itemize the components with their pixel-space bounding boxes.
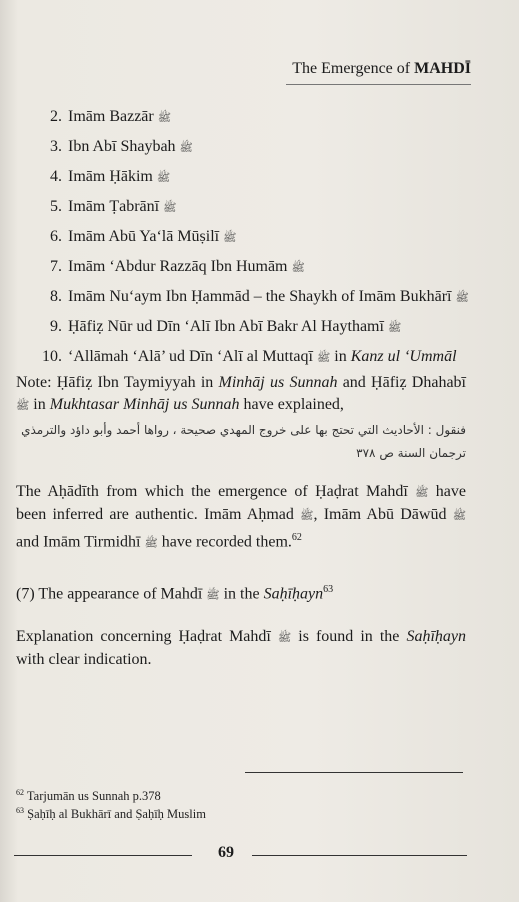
authenticity-paragraph: The Aḥādīth from which the emergence of Ḥaḍrat Mahdī ﷺ have been inferred are authentic. Imām Aḥmad ﷺ, Imām Abū Dāwūd ﷺ and Imām Tirmidhī ﷺ have recorded them.$^{62}$ [16, 483, 466, 551]
note-paragraph: Note: Ḥāfiẓ Ibn Taymiyyah in Minhāj us Sunnah and Ḥāfiẓ Dhahabī ﷺ in Mukhtasar Minhāj us Sunnah have explained, [16, 374, 467, 413]
blessing-icon: ﷺ [156, 171, 171, 184]
blessing-icon: ﷺ [277, 631, 292, 644]
list-item: 2. Imām Bazzār ﷺ [50, 108, 172, 125]
arabic-reference: ترجمان السنة ص ٣٧٨ [356, 446, 466, 460]
header-title-bold: MAHDĪ [414, 60, 471, 77]
list-item: 9. Ḥāfiẓ Nūr ud Dīn ‘Alī Ibn Abī Bakr Al Haythamī ﷺ [50, 318, 402, 335]
blessing-icon: ﷺ [452, 509, 466, 522]
list-item: 8. Imām Nu‘aym Ibn Ḥammād – the Shaykh of Imām Bukhārī ﷺ [50, 288, 469, 305]
blessing-icon: ﷺ [300, 509, 314, 522]
blessing-icon: ﷺ [223, 231, 237, 244]
page-number: 69 [218, 844, 234, 861]
list-item: 10. ‘Allāmah ‘Alā’ ud Dīn ‘Alī al Muttaqī ﷺ in Kanz ul ‘Ummāl [42, 348, 457, 365]
book-title: Kanz ul ‘Ummāl [350, 348, 457, 365]
blessing-icon: ﷺ [291, 261, 305, 274]
footer-rule-left [14, 855, 192, 856]
blessing-icon: ﷺ [16, 399, 30, 412]
blessing-icon: ﷺ [316, 351, 331, 364]
footnote-divider [245, 772, 463, 773]
running-header [292, 60, 471, 78]
footnote-ref[interactable]: 62 [291, 532, 302, 543]
list-item: 6. Imām Abū Ya‘lā Mūṣilī ﷺ [50, 228, 237, 245]
blessing-icon: ﷺ [415, 486, 429, 499]
blessing-icon: ﷺ [387, 321, 402, 334]
list-item: 7. Imām ‘Abdur Razzāq Ibn Humām ﷺ [50, 258, 305, 275]
list-item: 4. Imām Ḥākim ﷺ [50, 168, 171, 185]
footnote-ref[interactable]: 63 [323, 584, 334, 595]
blessing-icon: ﷺ [144, 536, 158, 550]
blessing-icon: ﷺ [179, 141, 193, 154]
section-heading: (7) The appearance of Mahdī ﷺ in the Saḥīḥayn$^{63}$ [16, 584, 334, 603]
arabic-quote: فنقول : الأحاديث التي تحتج بها على خروج المهدي صحيحة ، رواها أحمد وأبو داؤد والترمذي [21, 423, 466, 437]
blessing-icon: ﷺ [455, 291, 469, 304]
header-title: The Emergence of [292, 60, 415, 77]
footer-rule-right [252, 855, 467, 856]
imam-list [34, 106, 474, 376]
header-rule [286, 84, 471, 85]
blessing-icon: ﷺ [157, 111, 172, 124]
list-item: 5. Imām Ṭabrānī ﷺ [50, 198, 177, 215]
blessing-icon: ﷺ [163, 201, 177, 214]
footnote: $^{62}$ Tarjumān us Sunnah p.378 [16, 788, 161, 804]
blessing-icon: ﷺ [206, 588, 220, 602]
list-item: 3. Ibn Abī Shaybah ﷺ [50, 138, 193, 155]
explanation-paragraph: Explanation concerning Ḥaḍrat Mahdī ﷺ is found in the Saḥīḥayn with clear indication. [16, 628, 466, 668]
footnote: $^{63}$ Ṣaḥīḥ al Bukhārī and Ṣaḥīḥ Muslim [16, 806, 206, 822]
